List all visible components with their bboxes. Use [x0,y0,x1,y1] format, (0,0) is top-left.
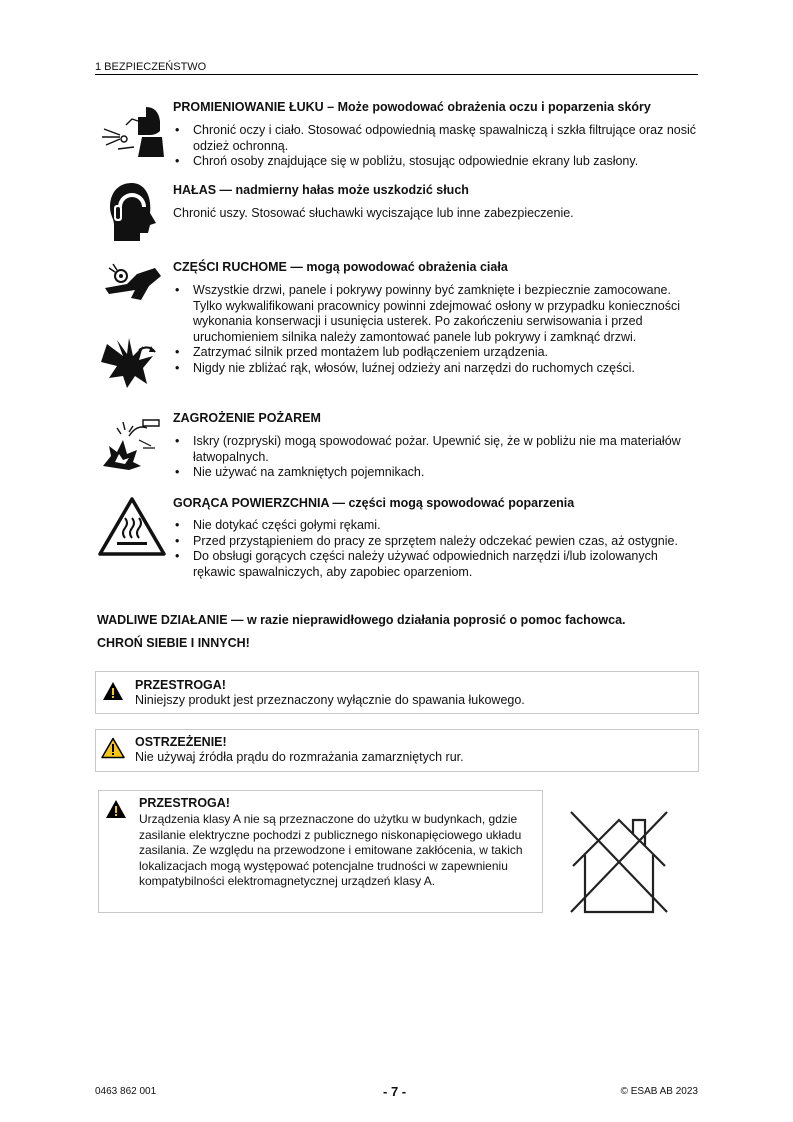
arc-rays-list [173,123,698,170]
list-item: • Nie dotykać części gołymi rękami. [173,518,698,534]
notice-text: Niniejszy produkt jest przeznaczony wyłącznie do spawania łukowego. [135,693,525,707]
list-item: • Nie używać na zamkniętych pojemnikach. [173,465,698,481]
ear-protection-icon [104,181,160,248]
list-item: • Zatrzymać silnik przed montażem lub podłączeniem urządzenia. [173,345,698,361]
list-item: • Iskry (rozpryski) mogą spowodować pożar. Upewnić się, że w pobliżu nie ma materiałów łatwopalnych. [173,434,698,465]
fire-list [173,434,698,481]
caution-triangle-icon [102,681,124,706]
protect-text: CHROŃ SIEBIE I INNYCH! [97,636,250,650]
caution-triangle-icon [105,799,127,824]
list-item: • Nigdy nie zbliżać rąk, włosów, luźnej odzieży ani narzędzi do ruchomych części. [173,361,698,377]
document-number: 0463 862 001 [95,1086,157,1097]
warning-notice [95,729,699,772]
moving-parts-hand-icon [99,336,165,403]
noise-text: Chronić uszy. Stosować słuchawki wyciszające lub inne zabezpieczenie. [173,206,574,220]
warning-triangle-icon [101,737,125,764]
notice-title: PRZESTROGA! [135,678,226,692]
malfunction-text: WADLIWE DZIAŁANIE — w razie nieprawidłowego działania poprosić o pomoc fachowca. [97,613,626,627]
list-item: • Chronić oczy i ciało. Stosować odpowiednią maskę spawalniczą i szkła filtrujące oraz nosić odzież ochronną. [173,123,698,154]
list-item: • Do obsługi gorących części należy używać odpowiednich narzędzi i/lub izolowanych rękawic spawalniczych, aby zapobiec oparzeniom. [173,549,698,580]
no-domestic-use-icon [567,800,671,921]
page-number: - 7 - [383,1084,407,1099]
noise-title: HAŁAS — nadmierny hałas może uszkodzić słuch [173,183,469,197]
notice-text: Nie używaj źródła prądu do rozmrażania zamarzniętych rur. [135,750,464,764]
arc-welding-icon [100,103,166,166]
hot-surface-icon [97,496,167,563]
emc-caution-notice [98,790,543,913]
notice-text: Urządzenia klasy A nie są przeznaczone do użytku w budynkach, gdzie zasilanie elektryczne pochodzi z publicznego niskonapięciowego układu zasilania. Ze względu na przewodzone i emitowane zakłócenia, w takich lokalizacjach mogą występować potencjalne trudności w zapewnieniu kompatybilności elektromagnetycznej urządzeń klasy A. [139,812,523,888]
arc-rays-title: PROMIENIOWANIE ŁUKU – Może powodować obrażenia oczu i poparzenia skóry [173,100,651,114]
moving-parts-title: CZĘŚCI RUCHOME — mogą powodować obrażenia ciała [173,260,508,274]
section-header: 1 BEZPIECZEŃSTWO [95,61,698,75]
notice-title: PRZESTROGA! [139,796,230,810]
list-item: • Wszystkie drzwi, panele i pokrywy powinny być zamknięte i bezpiecznie zamocowane. Tylko wykwalifikowani pracownicy powinni zdejmować osłony w przypadku konieczności wykonania konserwacji i usunięcia usterek. Po zakończeniu serwisowania i przed uruchomieniem silnika należy zamontować panele lub pokrywy i zamknąć drzwi. [173,283,698,345]
notice-title: OSTRZEŻENIE! [135,735,227,749]
hot-surface-list [173,518,698,580]
hot-surface-title: GORĄCA POWIERZCHNIA — części mogą spowodować poparzenia [173,496,575,510]
list-item: • Chroń osoby znajdujące się w pobliżu, stosując odpowiednie ekrany lub zasłony. [173,154,698,170]
moving-parts-list [173,283,698,376]
copyright: © ESAB AB 2023 [620,1086,698,1097]
fire-icon [99,414,165,481]
moving-parts-icon [99,258,165,319]
caution-notice [95,671,699,714]
list-item: • Przed przystąpieniem do pracy ze sprzętem należy odczekać pewien czas, aż ostygnie. [173,534,698,550]
fire-title: ZAGROŻENIE POŻAREM [173,411,321,425]
